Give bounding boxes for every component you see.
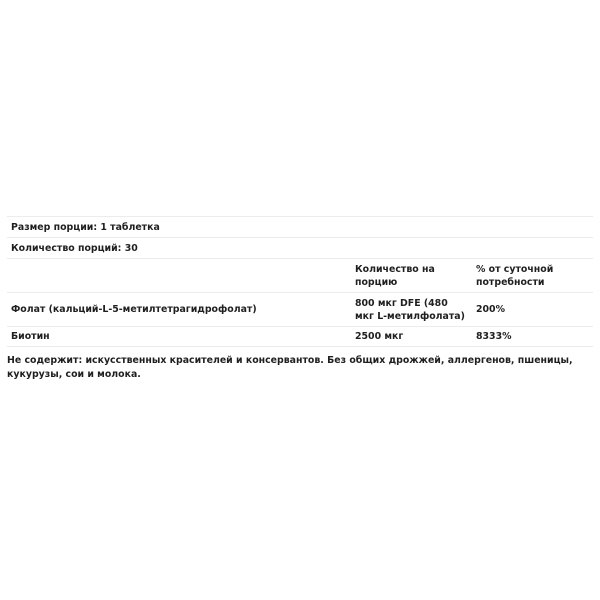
- header-name: [7, 259, 351, 293]
- servings-per-container: Количество порций: 30: [7, 238, 593, 259]
- serving-size: Размер порции: 1 таблетка: [7, 217, 593, 238]
- table-row: [7, 327, 593, 347]
- servings-per-container-row: [7, 238, 593, 259]
- nutrient-daily-value: 200%: [472, 293, 593, 327]
- nutrient-name: Фолат (кальций-L-5-метилтетрагидрофолат): [7, 293, 351, 327]
- supplement-facts-table: [7, 216, 593, 347]
- free-from-note: Не содержит: искусственных красителей и консервантов. Без общих дрожжей, аллергенов, пшеницы, кукурузы, сои и молока.: [7, 355, 573, 380]
- header-daily-value: % от суточной потребности: [472, 259, 593, 293]
- table-row: [7, 293, 593, 327]
- table-header-row: [7, 259, 593, 293]
- serving-size-row: [7, 217, 593, 238]
- nutrient-daily-value: 8333%: [472, 327, 593, 347]
- nutrient-amount: 2500 мкг: [351, 327, 472, 347]
- header-amount: Количество на порцию: [351, 259, 472, 293]
- nutrient-name: Биотин: [7, 327, 351, 347]
- nutrient-amount: 800 мкг DFE (480 мкг L-метилфолата): [351, 293, 472, 327]
